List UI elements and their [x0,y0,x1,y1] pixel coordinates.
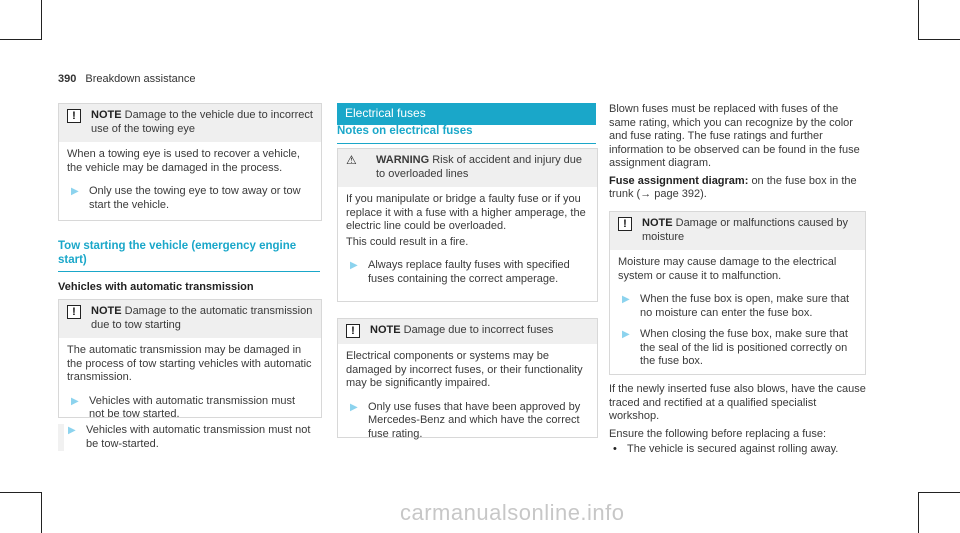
note-mark-icon: ! [67,109,81,123]
step-arrow-icon: ▶ [71,186,79,197]
step-item [67,395,313,422]
subheading-notes-electrical-fuses: Notes on electrical fuses [337,125,596,144]
crop-mark [919,492,960,493]
note-body [610,250,865,383]
note-header [338,319,597,344]
intro-text: Blown fuses must be replaced with fuses of the same rating, which you can recognize by the color and fuse rating. The fuse ratings and further information to be observed can be found in the fuse assignment diagram. [609,103,860,169]
note-header [610,212,865,250]
step-arrow-icon: ▶ [68,425,76,436]
warning-label: WARNING [376,154,430,166]
crop-mark [41,0,42,40]
fuse-intro [609,103,867,202]
page-header [58,73,195,87]
note-label: NOTE [91,305,122,317]
warning-box [337,148,598,302]
page-ref-arrow-icon: → [640,188,652,200]
step-item [618,293,857,320]
diagram-label: Fuse assignment diagram: [609,174,749,187]
diagram-text: on the fuse box in the trunk ( [609,174,857,200]
page-reference-link[interactable]: page 392). [654,188,707,200]
step-text: Always replace faulty fuses with specified fuses containing the correct amperage. [368,259,570,285]
step-arrow-icon: ▶ [622,329,630,340]
list-item [609,443,867,457]
note-mark-icon: ! [618,217,632,231]
warning-body-text: If you manipulate or bridge a faulty fuse or if you replace it with a fuse with a higher amperage, the electric line could be overloaded. [346,193,586,232]
step-text: Vehicles with automatic transmission must not be tow started. [89,394,296,420]
step-text: Only use the towing eye to tow away or tow start the vehicle. [89,185,301,211]
note-body [338,344,597,455]
warning-header [338,149,597,187]
note-label: NOTE [642,217,673,229]
note-head-text: Damage due to incorrect fuses [403,324,554,336]
warning-head-text: Risk of accident and injury due to overloaded lines [376,154,583,180]
diagram-reference [609,175,867,202]
crop-mark [0,492,41,493]
crop-mark [918,492,919,533]
step-text: When the fuse box is open, make sure that no moisture can enter the fuse box. [640,293,850,319]
note-head-text: Damage to the automatic transmission due to tow starting [91,305,313,331]
warning-body-text: This could result in a fire. [346,235,469,248]
note-header [59,104,321,142]
step-arrow-icon: ▶ [350,260,358,271]
heading-automatic-transmission: Vehicles with automatic transmission [58,281,254,293]
note-body [59,338,321,436]
note-box-moisture [609,211,866,375]
watermark: carmanualsonline.info [400,500,625,525]
step-item [618,328,857,369]
section-heading-electrical-fuses: Electrical fuses [337,103,596,125]
step-item [67,185,313,212]
note-body-text: Moisture may cause damage to the electrical system or cause it to malfunction. [618,256,837,282]
warning-body [338,187,597,300]
note-head-text: Damage to the vehicle due to incorrect use of the towing eye [91,109,313,135]
instruction-step [58,424,320,459]
note-box-automatic-transmission [58,299,322,418]
bullet-icon: • [613,443,617,455]
note-mark-icon: ! [346,324,360,338]
step-item [346,259,589,286]
crop-mark [919,39,960,40]
ensure-text: Ensure the following before replacing a fuse: [609,427,827,440]
note-body-text: When a towing eye is used to recover a vehicle, the vehicle may be damaged in the process. [67,148,300,174]
crop-mark [41,492,42,533]
note-box-incorrect-fuses [337,318,598,438]
fuse-after [609,383,867,457]
crop-mark [0,39,41,40]
page-number: 390 [58,73,77,85]
note-header [59,300,321,338]
note-head-text: Damage or malfunctions caused by moisture [642,217,849,243]
warning-triangle-icon: ⚠ [346,153,357,167]
bullet-text: The vehicle is secured against rolling away. [627,443,839,455]
note-mark-icon: ! [67,305,81,319]
section-title: Breakdown assistance [85,73,196,85]
note-body-text: The automatic transmission may be damaged in the process of tow starting vehicles with automatic transmission. [67,344,312,383]
step-arrow-icon: ▶ [350,401,358,413]
step-text: When closing the fuse box, make sure that the seal of the lid is positioned correctly on the fuse box. [640,328,848,367]
step-arrow-icon: ▶ [71,395,79,407]
note-body [59,142,321,226]
step-arrow-icon: ▶ [622,294,630,305]
step-text: Vehicles with automatic transmission must not be tow-started. [86,424,311,450]
step-item [346,401,589,442]
step-text: Only use fuses that have been approved by Mercedes-Benz and which have the correct fuse rating. [368,400,581,440]
note-body-text: Electrical components or systems may be damaged by incorrect fuses, or their functionality may be significantly impaired. [346,350,583,389]
note-box-towing-eye [58,103,322,221]
heading-tow-starting: Tow starting the vehicle (emergency engine start) [58,240,320,272]
note-label: NOTE [91,109,122,121]
after-text: If the newly inserted fuse also blows, have the cause traced and rectified at a qualified specialist workshop. [609,383,866,422]
crop-mark [918,0,919,40]
note-label: NOTE [370,324,401,336]
